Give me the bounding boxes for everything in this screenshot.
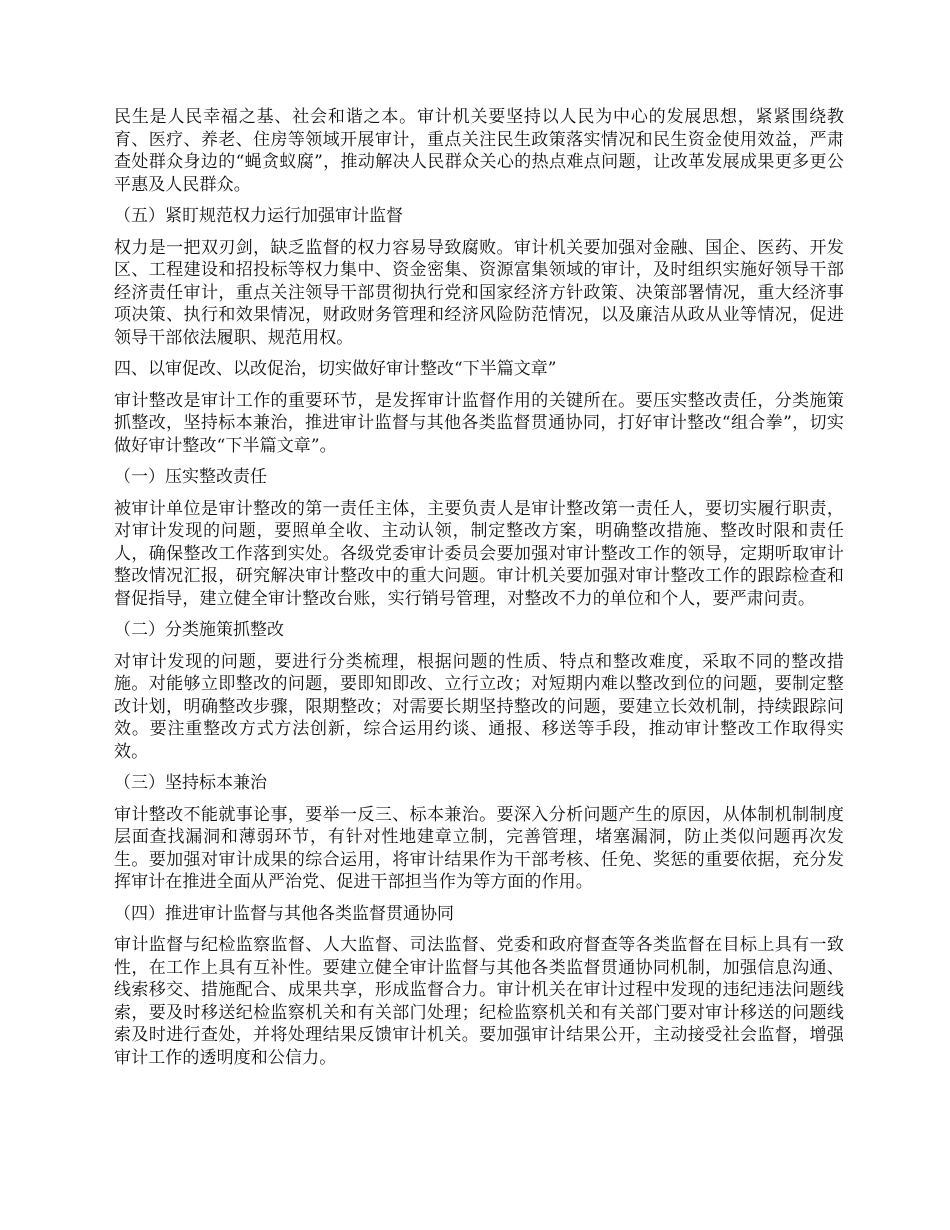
paragraph-rectification-intro: 审计整改是审计工作的重要环节，是发挥审计监督作用的关键所在。要压实整改责任，分类施策抓整改，坚持标本兼治，推进审计监督与其他各类监督贯通协同，打好审计整改“组合拳”，切实做好审计整改“下半篇文章”。 <box>114 390 844 456</box>
paragraph-minsheng: 民生是人民幸福之基、社会和谐之本。审计机关要坚持以人民为中心的发展思想，紧紧围绕教育、医疗、养老、住房等领域开展审计，重点关注民生政策落实情况和民生资金使用效益，严肃查处群众身边的“蝇贪蚁腐”，推动解决人民群众关心的热点难点问题，让改革发展成果更多更公平惠及人民群众。 <box>114 107 844 195</box>
paragraph-root-causes: 审计整改不能就事论事，要举一反三、标本兼治。要深入分析问题产生的原因，从体制机制制度层面查找漏洞和薄弱环节，有针对性地建章立制，完善管理，堵塞漏洞，防止类似问题再次发生。要加强对审计成果的综合运用，将审计结果作为干部考核、任免、奖惩的重要依据，充分发挥审计在推进全面从严治党、促进干部担当作为等方面的作用。 <box>114 804 844 892</box>
heading-section-3: （三）坚持标本兼治 <box>114 773 267 793</box>
heading-section-1: （一）压实整改责任 <box>114 467 267 487</box>
paragraph-responsibility: 被审计单位是审计整改的第一责任主体，主要负责人是审计整改第一责任人，要切实履行职责，对审计发现的问题，要照单全收、主动认领，制定整改方案，明确整改措施、整改时限和责任人，确保整改工作落到实处。各级党委审计委员会要加强对审计整改工作的领导，定期听取审计整改情况汇报，研究解决审计整改中的重大问题。审计机关要加强对审计整改工作的跟踪检查和督促指导，建立健全审计整改台账，实行销号管理，对整改不力的单位和个人，要严肃问责。 <box>114 498 844 609</box>
paragraph-classified-measures: 对审计发现的问题，要进行分类梳理，根据问题的性质、特点和整改难度，采取不同的整改措施。对能够立即整改的问题，要即知即改、立行立改；对短期内难以整改到位的问题，要制定整改计划，明确整改步骤，限期整改；对需要长期坚持整改的问题，要建立长效机制，持续跟踪问效。要注重整改方式方法创新，综合运用约谈、通报、移送等手段，推动审计整改工作取得实效。 <box>114 651 844 762</box>
heading-section-5: （五）紧盯规范权力运行加强审计监督 <box>114 206 403 226</box>
heading-section-4: （四）推进审计监督与其他各类监督贯通协同 <box>114 903 454 924</box>
paragraph-power-supervision: 权力是一把双刃剑，缺乏监督的权力容易导致腐败。审计机关要加强对金融、国企、医药、开发区、工程建设和招投标等权力集中、资金密集、资源富集领域的审计，及时组织实施好领导干部经济责任审计，重点关注领导干部贯彻执行党和国家经济方针政策、决策部署情况，重大经济事项决策、执行和效果情况，财政财务管理和经济风险防范情况，以及廉洁从政从业等情况，促进领导干部依法履职、规范用权。 <box>114 237 844 348</box>
heading-section-2: （二）分类施策抓整改 <box>114 620 284 640</box>
heading-part-4: 四、以审促改、以改促治，切实做好审计整改“下半篇文章” <box>114 359 557 379</box>
paragraph-coordination: 审计监督与纪检监察监督、人大监督、司法监督、党委和政府督查等各类监督在目标上具有一致性，在工作上具有互补性。要建立健全审计监督与其他各类监督贯通协同机制，加强信息沟通、线索移交、措施配合、成果共享，形成监督合力。审计机关在审计过程中发现的违纪违法问题线索，要及时移送纪检监察机关和有关部门处理；纪检监察机关和有关部门要对审计移送的问题线索及时进行查处，并将处理结果反馈审计机关。要加强审计结果公开，主动接受社会监督，增强审计工作的透明度和公信力。 <box>114 935 844 1068</box>
